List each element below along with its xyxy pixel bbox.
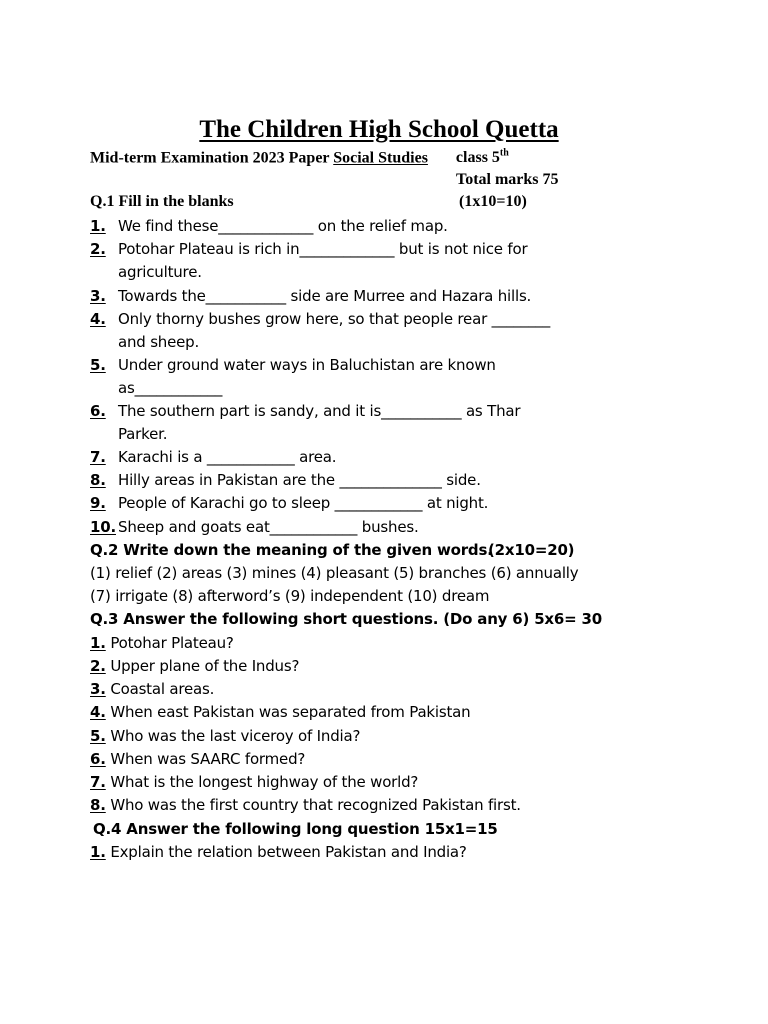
q1-item-text: Karachi is a ____________ area. xyxy=(118,448,337,466)
q1-item-number: 6. xyxy=(90,402,106,420)
q1-item-number: 1. xyxy=(90,217,106,235)
q1-heading: Q.1 Fill in the blanks xyxy=(90,193,234,210)
q1-item-text-continued: as____________ xyxy=(118,379,223,397)
q1-item-number: 10. xyxy=(90,518,116,536)
q3-item-text: Coastal areas. xyxy=(110,680,215,698)
q3-item-number: 6. xyxy=(90,750,106,768)
q3-item-text: Potohar Plateau? xyxy=(110,634,234,652)
q3-item-text: When was SAARC formed? xyxy=(110,750,306,768)
q1-item-text: Potohar Plateau is rich in_____________ but is not nice for xyxy=(118,240,528,258)
q3-item-text: Who was the first country that recognized Pakistan first. xyxy=(110,796,521,814)
q1-item-text: Only thorny bushes grow here, so that people rear ________ xyxy=(118,310,551,328)
class-label: class 5th xyxy=(455,148,509,167)
q3-item-number: 5. xyxy=(90,727,106,745)
q3-item-text: What is the longest highway of the world? xyxy=(110,773,419,791)
q2-marks: (2x10=20) xyxy=(488,541,575,559)
q1-item-text-continued: agriculture. xyxy=(118,263,202,281)
q3-item-text: Who was the last viceroy of India? xyxy=(110,727,361,745)
q3-item xyxy=(90,680,214,698)
q1-marks: (1x10=10) xyxy=(459,193,527,210)
q3-item xyxy=(90,727,360,745)
q3-item xyxy=(90,750,305,768)
exam-info-line xyxy=(90,148,509,167)
q3-item-number: 3. xyxy=(90,680,106,698)
q3-item xyxy=(90,703,470,721)
q1-item-number: 9. xyxy=(90,494,106,512)
q3-item xyxy=(90,657,299,675)
q1-item-text: We find these_____________ on the relief map. xyxy=(118,217,448,235)
q1-item-number: 5. xyxy=(90,356,106,374)
q3-item-number: 8. xyxy=(90,796,106,814)
q4-item-text: Explain the relation between Pakistan and India? xyxy=(110,843,467,861)
q1-item-number: 7. xyxy=(90,448,106,466)
q3-item-number: 4. xyxy=(90,703,106,721)
q1-item-number: 3. xyxy=(90,287,106,305)
q1-item-text: Sheep and goats eat____________ bushes. xyxy=(118,518,419,536)
q1-item-number: 8. xyxy=(90,471,106,489)
q3-item-text: When east Pakistan was separated from Pakistan xyxy=(110,703,471,721)
q3-item-number: 2. xyxy=(90,657,106,675)
q1-item-number: 4. xyxy=(90,310,106,328)
q3-item xyxy=(90,634,234,652)
q1-item-text: The southern part is sandy, and it is___________ as Thar xyxy=(118,402,521,420)
q2-heading: Q.2 Write down the meaning of the given words. xyxy=(90,541,493,559)
q4-item xyxy=(90,843,467,861)
q1-item-text-continued: and sheep. xyxy=(118,333,200,351)
q3-item xyxy=(90,773,418,791)
exam-name: Mid-term Examination 2023 Paper xyxy=(90,149,330,167)
q1-item-text: Under ground water ways in Baluchistan are known xyxy=(118,356,496,374)
school-title: The Children High School Quetta xyxy=(199,116,559,143)
q3-heading: Q.3 Answer the following short questions. (Do any 6) 5x6= 30 xyxy=(90,610,603,628)
q1-item-text-continued: Parker. xyxy=(118,425,168,443)
q3-item-text: Upper plane of the Indus? xyxy=(110,657,300,675)
q1-item-text: Hilly areas in Pakistan are the ______________ side. xyxy=(118,471,481,489)
q2-words-line: (7) irrigate (8) afterword’s (9) independent (10) dream xyxy=(90,587,490,605)
q3-item xyxy=(90,796,521,814)
q4-item-number: 1. xyxy=(90,843,106,861)
q3-item-number: 7. xyxy=(90,773,106,791)
q1-item-number: 2. xyxy=(90,240,106,258)
subject-name: Social Studies xyxy=(333,149,428,167)
q3-item-number: 1. xyxy=(90,634,106,652)
q2-words-line: (1) relief (2) areas (3) mines (4) pleasant (5) branches (6) annually xyxy=(90,564,579,582)
total-marks: Total marks 75 xyxy=(456,171,559,188)
q4-heading: Q.4 Answer the following long question 15x1=15 xyxy=(93,820,498,838)
q1-item-text: Towards the___________ side are Murree and Hazara hills. xyxy=(118,287,532,305)
q1-item-text: People of Karachi go to sleep ____________ at night. xyxy=(118,494,489,512)
